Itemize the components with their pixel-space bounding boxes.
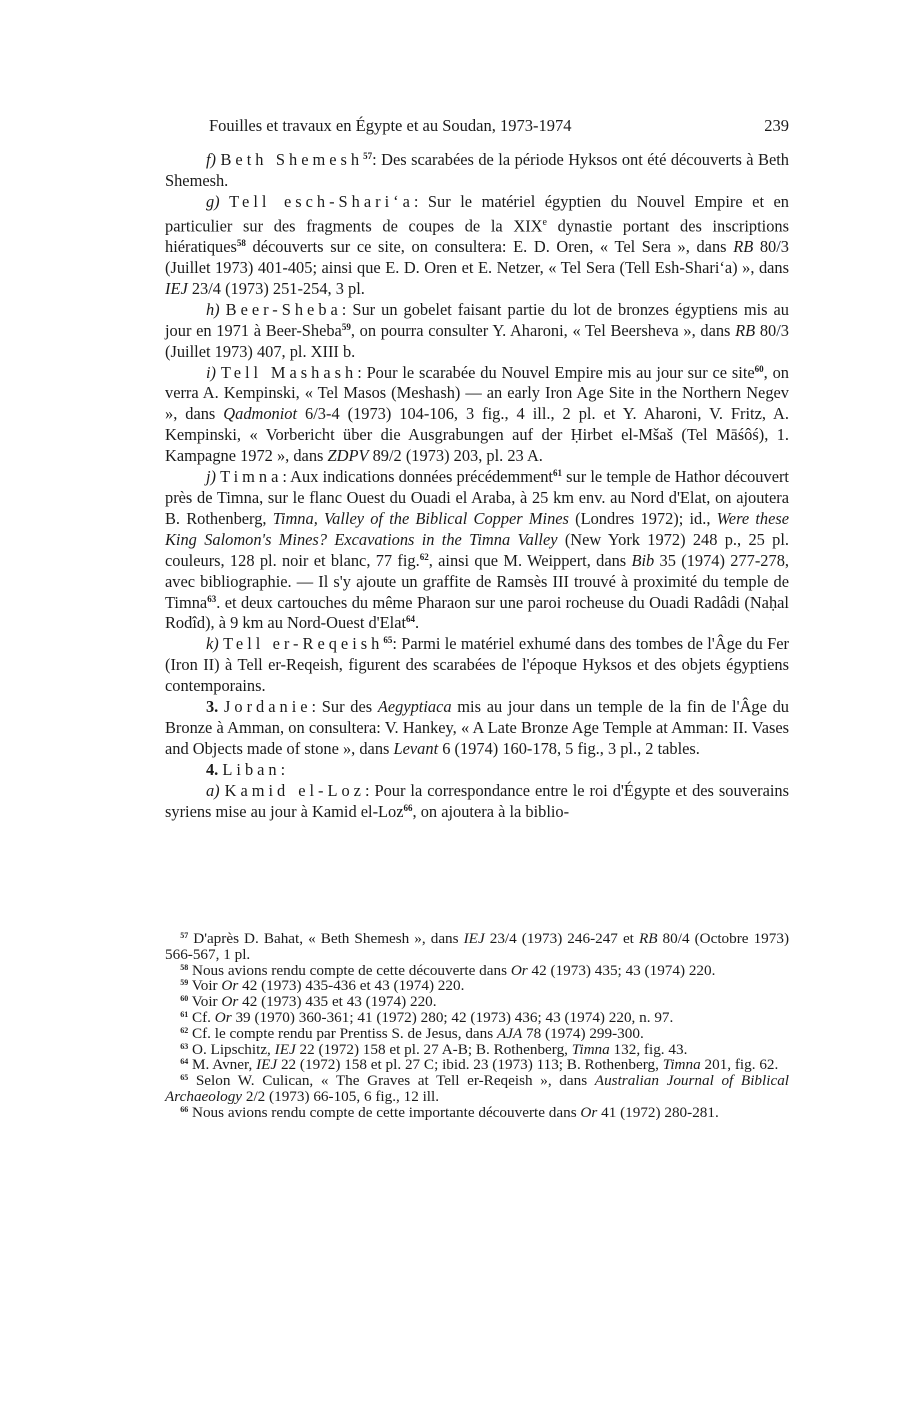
footnote-65: $^{65}$ Selon W. Culican, « The Graves at Tell er-Reqeish », dans Australian Journal of Biblical Archaeology 2/2 (1973) 66-105, 6 fig., 12 ill. (165, 1072, 790, 1105)
paragraph-tell-mashash: i) Tell Mashash: Pour le scarabée du Nouvel Empire mis au jour sur ce site$^{60}$, on verra A. Kempinski, « Tel Masos (Meshash) — an early Iron Age Site in the Northern Negev », dans Qadmoniot 6/3-4 (1973) 104-106, 3 fig., 4 ill., 2 pl. et Y. Aharoni, V. Fritz, A. Kempinski, « Vorbericht über die Ausgrabungen auf der Ḥirbet el-Mšaš (Tel Māśôś), 1. Kampagne 1972 », dans ZDPV 89/2 (1973) 203, pl. 23 A. (165, 362, 789, 466)
paragraph-beer-sheba: h) Beer-Sheba: Sur un gobelet faisant partie du lot de bronzes égyptiens mis au jour en 1971 à Beer-Sheba$^{59}$, on pourra consulter Y. Aharoni, « Tel Beersheva », dans RB 80/3 (Juillet 1973) 407, pl. XIII b. (165, 299, 789, 361)
footnotes (165, 931, 789, 1121)
paragraph-beth-shemesh: f) Beth Shemesh$^{57}$: Des scarabées de la période Hyksos ont été découverts à Beth Shemesh. (165, 150, 790, 190)
site-name: Beth Shemesh (220, 150, 364, 169)
footnote-59: $^{59}$ Voir Or 42 (1973) 435-436 et 43 (1974) 220. (180, 977, 465, 995)
footnote-ref: 58 (236, 238, 246, 249)
paragraph-kamid-el-loz: a) Kamid el-Loz: Pour la correspondance entre le roi d'Égypte et des souverains syriens mise au jour à Kamid el-Loz$^{66}$, on ajoutera à la biblio- (165, 780, 789, 821)
site-name: Kamid el-Loz (224, 780, 365, 800)
footnote-66: $^{66}$ Nous avions rendu compte de cette importante découverte dans Or 41 (1972) 280-281. (180, 1103, 719, 1121)
section-jordanie: 3. Jordanie: Sur des Aegyptiaca mis au jour dans un temple de la fin de l'Âge du Bronze à Amman, on consultera: V. Hankey, « A Late Bronze Age Temple at Amman: II. Vases and Objects made of stone », dans Levant 6 (1974) 160-178, 5 fig., 3 pl., 2 tables. (165, 697, 789, 758)
footnote-61: $^{61}$ Cf. Or 39 (1970) 360-361; 41 (1972) 280; 42 (1973) 436; 43 (1974) 220, n. 97. (180, 1008, 674, 1026)
footnote-60: $^{60}$ Voir Or 42 (1973) 435 et 43 (1974) 220. (180, 993, 437, 1011)
footnote-64: $^{64}$ M. Avner, IEJ 22 (1972) 158 et pl. 27 C; ibid. 23 (1973) 113; B. Rothenberg, Timna 201, fig. 62. (180, 1056, 779, 1074)
paragraph-tell-esch-sharia: g) Tell esch-Shari‘a: Sur le matériel égyptien du Nouvel Empire et en particulier sur des fragments de coupes de la XIXe dynastie portant des inscriptions hiératiques$^{58}$ découverts sur ce site, on consultera: E. D. Oren, « Tel Sera », dans RB 80/3 (Juillet 1973) 401-405; ainsi que E. D. Oren et E. Netzer, « Tel Sera (Tell Esh-Shari‘a) », dans IEJ 23/4 (1973) 251-254, 3 pl. (165, 191, 789, 298)
footnote-ref: 61 (552, 468, 562, 479)
paragraph-timna: j) Timna: Aux indications données précédemment$^{61}$ sur le temple de Hathor découvert près de Timna, sur le flanc Ouest du Ouadi el Araba, à 25 km env. au Nord d'Elat, on ajoutera B. Rothenberg, Timna, Valley of the Biblical Copper Mines (Londres 1972); id., Were these King Salomon's Mines? Excavations in the Timna Valley (New York 1972) 248 p., 25 pl. couleurs, 128 pl. noir et blanc, 77 fig.$^{62}$, ainsi que M. Weippert, dans Bib 35 (1974) 277-278, avec bibliographie. — Il s'y ajoute un graffite de Ramsès III trouvé à proximité du temple de Timna$^{63}$. et deux cartouches du même Pharaon sur une paroi rocheuse du Ouadi Radâdi (Naḥal Rodîd), à 9 km au Nord-Ouest d'Elat$^{64}$. (165, 467, 790, 633)
footnote-58: $^{58}$ Nous avions rendu compte de cette découverte dans Or 42 (1973) 435; 43 (1974) 220. (180, 961, 716, 979)
country-name: Liban (222, 759, 281, 779)
footnote-ref: 64 (406, 614, 416, 625)
footnote-62: $^{62}$ Cf. le compte rendu par Prentiss S. de Jesus, dans AJA 78 (1974) 299-300. (180, 1024, 644, 1042)
country-name: Jordanie (224, 697, 312, 717)
page-number: 239 (764, 116, 789, 135)
footnote-57: $^{57}$ D'après D. Bahat, « Beth Shemesh », dans IEJ 23/4 (1973) 246-247 et RB 80/4 (Octobre 1973) 566-567, 1 pl. (165, 930, 790, 963)
paragraph-tell-er-reqeish: k) Tell er-Reqeish$^{65}$: Parmi le matériel exhumé dans des tombes de l'Âge du Fer (Iron II) à Tell er-Reqeish, figurent des scarabées de l'époque Hyksos et des objets égyptiens contemporains. (165, 634, 789, 696)
footnote-ref: 63 (207, 593, 217, 604)
running-header (165, 116, 789, 140)
footnote-63: $^{63}$ O. Lipschitz, IEJ 22 (1972) 158 et pl. 27 A-B; B. Rothenberg, Timna 132, fig. 43. (180, 1040, 688, 1058)
site-name: Tell Mashash (220, 362, 358, 382)
footnote-ref: 66 (403, 802, 413, 813)
main-text (165, 150, 789, 822)
site-name: Tell esch-Shari‘a (229, 191, 414, 211)
footnote-ref: 65 (383, 635, 393, 646)
site-name: Tell er-Reqeish (223, 634, 384, 654)
running-title: Fouilles et travaux en Égypte et au Soudan, 1973-1974 (209, 116, 572, 135)
footnote-ref: 59 (341, 321, 351, 332)
site-name: Beer-Sheba (225, 299, 342, 319)
section-liban: 4. Liban: (205, 759, 286, 779)
site-name: Timna (220, 467, 283, 487)
footnote-ref: 62 (419, 551, 429, 562)
footnote-ref: 60 (754, 363, 764, 374)
footnote-ref: 57 (363, 151, 373, 161)
